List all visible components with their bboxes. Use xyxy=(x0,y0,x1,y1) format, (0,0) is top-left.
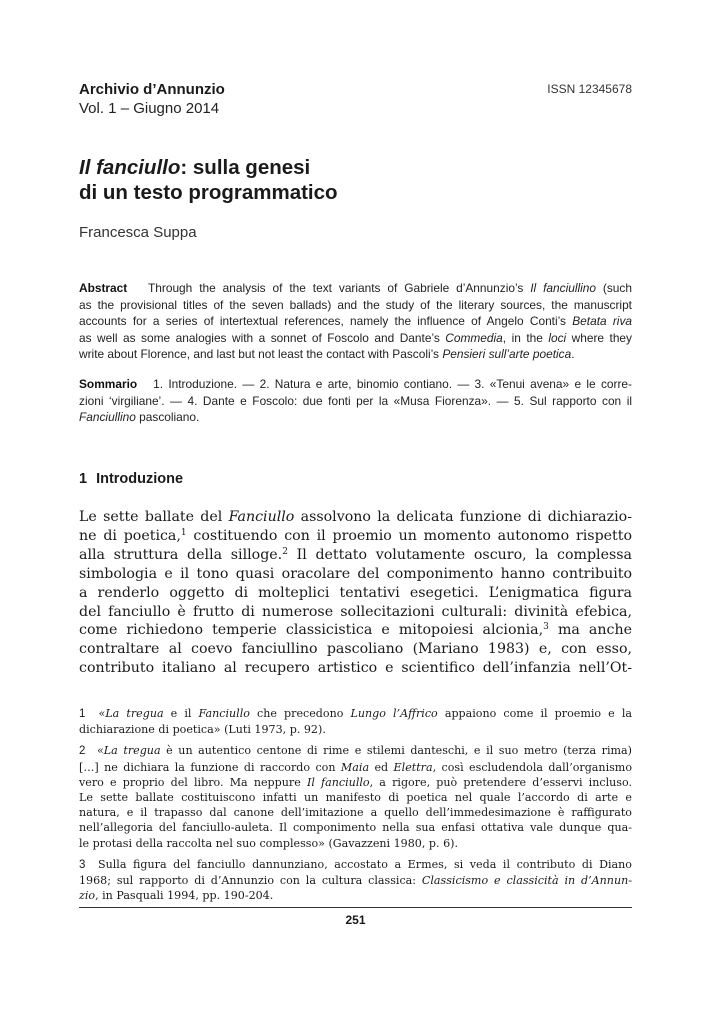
footnote-line: 3 Sulla figura del fanciullo dannunziano, accostato a Ermes, si veda il contributo di Diano xyxy=(79,857,632,871)
title-line-1 xyxy=(79,155,632,180)
section-number: 1 xyxy=(79,471,88,487)
section-heading xyxy=(79,471,183,487)
issn: ISSN 12345678 xyxy=(547,82,632,96)
footnote-ref[interactable]: 2 xyxy=(282,546,288,557)
footnote-line: 2 «La tregua è un autentico centone di rime e stilemi danteschi, e il suo metro (terza rima) xyxy=(79,744,632,758)
section-title: Introduzione xyxy=(96,471,184,487)
abstract xyxy=(79,280,632,363)
body-text xyxy=(79,508,632,678)
body-line: simbologia e il tono quasi oracolare del componimento hanno contribuito xyxy=(79,565,632,582)
sommario-label: Sommario xyxy=(79,377,138,391)
abstract-line: write about Florence, and last but not least the contact with Pascoli’s Pensieri sull’arte poetica. xyxy=(79,347,575,361)
footnote-line: […] ne dichiara la funzione di raccordo con Maia ed Elettra, così escludendola dall’organismo xyxy=(79,760,633,774)
abstract-label: Abstract xyxy=(79,281,128,295)
footnote-line: zio, in Pasquali 1994, pp. 190-204. xyxy=(79,889,274,903)
running-header xyxy=(79,80,632,118)
title-rest: : sulla genesi xyxy=(180,156,311,179)
sommario xyxy=(79,376,632,426)
sommario-line: Fanciullino pascoliano. xyxy=(79,410,200,424)
footnote-number: 3 xyxy=(79,858,86,871)
abstract-line: as well as some analogies with a sonnet of Foscolo and Dante’s Commedia, in the loci where they xyxy=(79,330,632,345)
footnote-number: 2 xyxy=(79,745,86,758)
author-name: Francesca Suppa xyxy=(79,224,197,241)
footnote-number: 1 xyxy=(79,708,86,720)
abstract-line: Abstract Through the analysis of the text variants of Gabriele d’Annunzio’s Il fanciullino (such xyxy=(79,281,632,295)
footnote-ref[interactable]: 3 xyxy=(543,622,549,633)
page-number: 251 xyxy=(345,913,366,927)
footnotes xyxy=(79,706,632,909)
journal-name: Archivio d’Annunzio xyxy=(79,81,225,98)
footnote xyxy=(79,706,632,737)
body-line: del fanciullo è frutto di numerose sollecitazioni culturali: divinità efebica, xyxy=(79,603,632,620)
footnote xyxy=(79,743,632,850)
footnote-line: le protasi della raccolta nel suo complesso» (Gavazzeni 1980, p. 6). xyxy=(79,836,458,850)
journal-volume: Vol. 1 – Giugno 2014 xyxy=(79,100,220,117)
body-line: ne di poetica,$^1$ costituendo con il proemio un momento autonomo rispetto xyxy=(79,527,632,544)
footer-rule xyxy=(79,907,632,908)
body-line: contraltare al coevo fanciullino pascoliano (Mariano 1983) e, con esso, xyxy=(79,641,632,658)
title-line-2: di un testo programmatico xyxy=(79,181,338,204)
page xyxy=(79,0,632,1024)
sommario-line: zioni ‘virgiliane’. — 4. Dante e Foscolo: due fonti per la «Musa Fiorenza». — 5. Sul rapporto con il xyxy=(79,393,632,408)
footnote-line: 1968; sul rapporto di d’Annunzio con la cultura classica: Classicismo e classicità in d’Annun- xyxy=(79,874,632,888)
abstract-line: accounts for a series of intertextual references, namely the influence of Angelo Conti’s Betata riva xyxy=(79,314,633,328)
footnote-line: natura, e il trapasso dal canone dell’imitazione a quello dell’immedesimazione è raffigurato xyxy=(79,806,632,820)
body-line: Le sette ballate del Fanciullo assolvono la delicata funzione di dichiarazio- xyxy=(79,509,632,525)
body-line: alla struttura della silloge.$^2$ Il dettato volutamente oscuro, la complessa xyxy=(79,546,632,563)
body-line: come richiedono temperie classicistica e mitopoiesi alcionia,$^3$ ma anche xyxy=(79,622,632,639)
article-title xyxy=(79,155,632,205)
footnote-line: dichiarazione di poetica» (Luti 1973, p. 92). xyxy=(79,723,326,737)
footnote-line: Le sette ballate costituiscono infatti un manifesto di poetica nel quale l’accordo di arte e xyxy=(79,791,632,805)
abstract-line: as the provisional titles of the seven ballads) and the study of the literary sources, the manuscript xyxy=(79,297,632,312)
title-italic: Il fanciullo xyxy=(79,156,181,179)
footnote xyxy=(79,857,632,904)
footnote-line: vero e proprio del libro. Ma neppure Il fanciullo, a rigore, può pretendere d’esservi incluso. xyxy=(79,775,632,789)
footnote-ref[interactable]: 1 xyxy=(180,527,187,538)
body-line: a renderlo oggetto di molteplici tentativi esegetici. L’enigmatica figura xyxy=(79,584,632,601)
footnote-line: 1 «La tregua e il Fanciullo che precedono Lungo l’Affrico appaiono come il proemio e la xyxy=(79,707,632,720)
sommario-line: Sommario 1. Introduzione. — 2. Natura e arte, binomio contiano. — 3. «Tenui avena» e le corre- xyxy=(79,377,632,391)
footnote-line: nell’allegoria del fanciullo-auleta. Il componimento nella sua enfasi ottativa vale dunque qua- xyxy=(79,821,632,835)
body-line: contributo italiano al recupero artistico e scientifico dell’infanzia nell’Ot- xyxy=(79,660,632,677)
